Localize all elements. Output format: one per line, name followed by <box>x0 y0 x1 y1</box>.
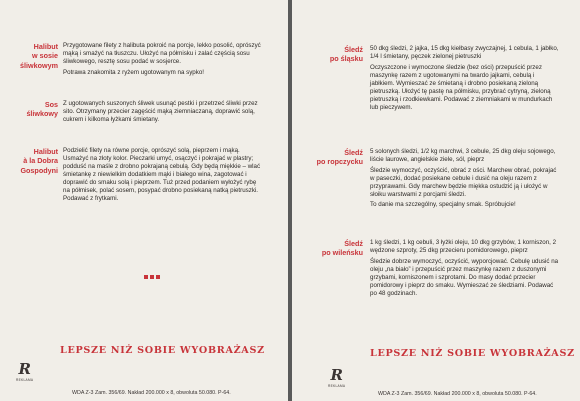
recipe-title: Śledź po wileńsku <box>321 239 363 258</box>
recipe-body: 50 dkg śledzi, 2 jajka, 15 dkg kiełbasy zwyczajnej, 1 cebula, 1 jabłko, 1/4 l śmietany, pęczek zielonej pietruszki Oczyszczone i wymoczone śledzie (bez ości) przepuścić przez maszynkę razem z ugotowanymi na twardo jajkami, cebulą i jabłkiem. Wymieszać ze śmietaną i drobno posiekaną zieloną pietruszką. Ułożyć tę pastę na półmisku, przybrać cytryną, zieloną pietruszką i rzodkiewkami. Podawać z ziemniakami w mundurkach lub pieczywem. <box>370 45 559 111</box>
red-squares-ornament <box>144 275 160 279</box>
recipe-halibut-dobra-gospodyni <box>0 147 261 206</box>
recipe-body: Z ugotowanych suszonych śliwek usunąć pestki i przetrzeć śliwki przez sito. Otrzymany przecier zagęścić mąką ziemniaczaną, doprawić solą, cukrem i kilkoma łyżkami śmietany. <box>63 100 258 124</box>
reklama-seal-icon: R REKLAMA <box>16 360 34 382</box>
recipe-body: Przygotowane filety z halibuta pokroić na porcje, lekko posolić, oprószyć mąką i smażyć na tłuszczu. Ułożyć na półmisku i zalać częścią sosu śliwkowego, resztę sosu podać w sosjerce. Potrawa znakomita z ryżem ugotowanym na sypko! <box>63 42 261 76</box>
left-page <box>0 0 288 401</box>
square-icon <box>144 275 148 279</box>
recipe-sledz-po-ropczycku <box>292 148 560 212</box>
recipe-body: 5 solonych śledzi, 1/2 kg marchwi, 3 cebule, 25 dkg oleju sojowego, liście laurowe, angielskie ziele, sól, pieprz Śledzie wymoczyć, oczyścić, obrać z ości. Marchew obrać, pokrajać w paseczki, dodać posiekane cebule i dusić na oleju razem z przyprawami. Gdy marchew będzie miękka ostudzić ją i ułożyć w słoiku warstwami z porcjami śledzi. To danie ma szczególny, specjalny smak. Spróbujcie! <box>370 148 557 209</box>
imprint: WDA Z-3 Zam. 356/69. Nakład 200.000 x 8, obwoluta 50.080. P-64. <box>72 390 231 396</box>
square-icon <box>150 275 154 279</box>
recipe-title: Sos śliwkowy <box>26 100 58 119</box>
recipe-sledz-po-slasku <box>292 45 560 115</box>
slogan: LEPSZE NIŻ SOBIE WYOBRAŻASZ <box>60 345 265 356</box>
recipe-sledz-po-wilensku <box>292 239 560 301</box>
recipe-halibut-sliwkowy <box>0 42 261 79</box>
right-page <box>292 0 580 401</box>
recipe-body: 1 kg śledzi, 1 kg cebuli, 3 łyżki oleju, 10 dkg grzybów, 1 korniszon, 2 wędzone szproty, 25 dkg przecieru pomidorowego, pieprz Śledzie dobrze wymoczyć, oczyścić, wyporcjować. Cebulę udusić na oleju „na biało” i przepuścić przez maszynkę razem z duszonymi grzybami, korniszonem i szprotami. Do masy dodać przecier pomidorowy i pieprz do smaku. Wymieszać ze śledziami. Podawać po 48 godzinach. <box>370 239 559 297</box>
square-icon <box>156 275 160 279</box>
slogan: LEPSZE NIŻ SOBIE WYOBRAŻASZ <box>370 348 575 359</box>
recipe-title: Halibut w sosie śliwkowym <box>20 42 58 70</box>
reklama-seal-icon: R REKLAMA <box>328 366 346 388</box>
recipe-title: Śledź po śląsku <box>329 45 363 64</box>
recipe-sos-sliwkowy <box>0 100 261 127</box>
recipe-title: Halibut à la Dobra Gospodyni <box>20 147 58 175</box>
recipe-body: Podzielić filety na równe porcje, oprószyć solą, pieprzem i mąką. Usmażyć na złoty kolor. Pieczarki umyć, osączyć i pokrajać w plastry; podduść na maśle z drobno pokrajaną cebulą. Gdy będą miękkie – wlać śmietankę z niewielkim dodatkiem mąki i białego wina, zagotować i doprawić do smaku solą i pieprzem. Tuż przed podaniem wyłożyć rybę na półmisek, polać sosem, posypać drobno posiekaną natką pietruszki. Podawać z frytkami. <box>63 147 261 203</box>
recipe-title: Śledź po ropczycku <box>316 148 363 167</box>
imprint: WDA Z-3 Zam. 356/69. Nakład 200.000 x 8, obwoluta 50.080. P-64. <box>378 391 537 397</box>
